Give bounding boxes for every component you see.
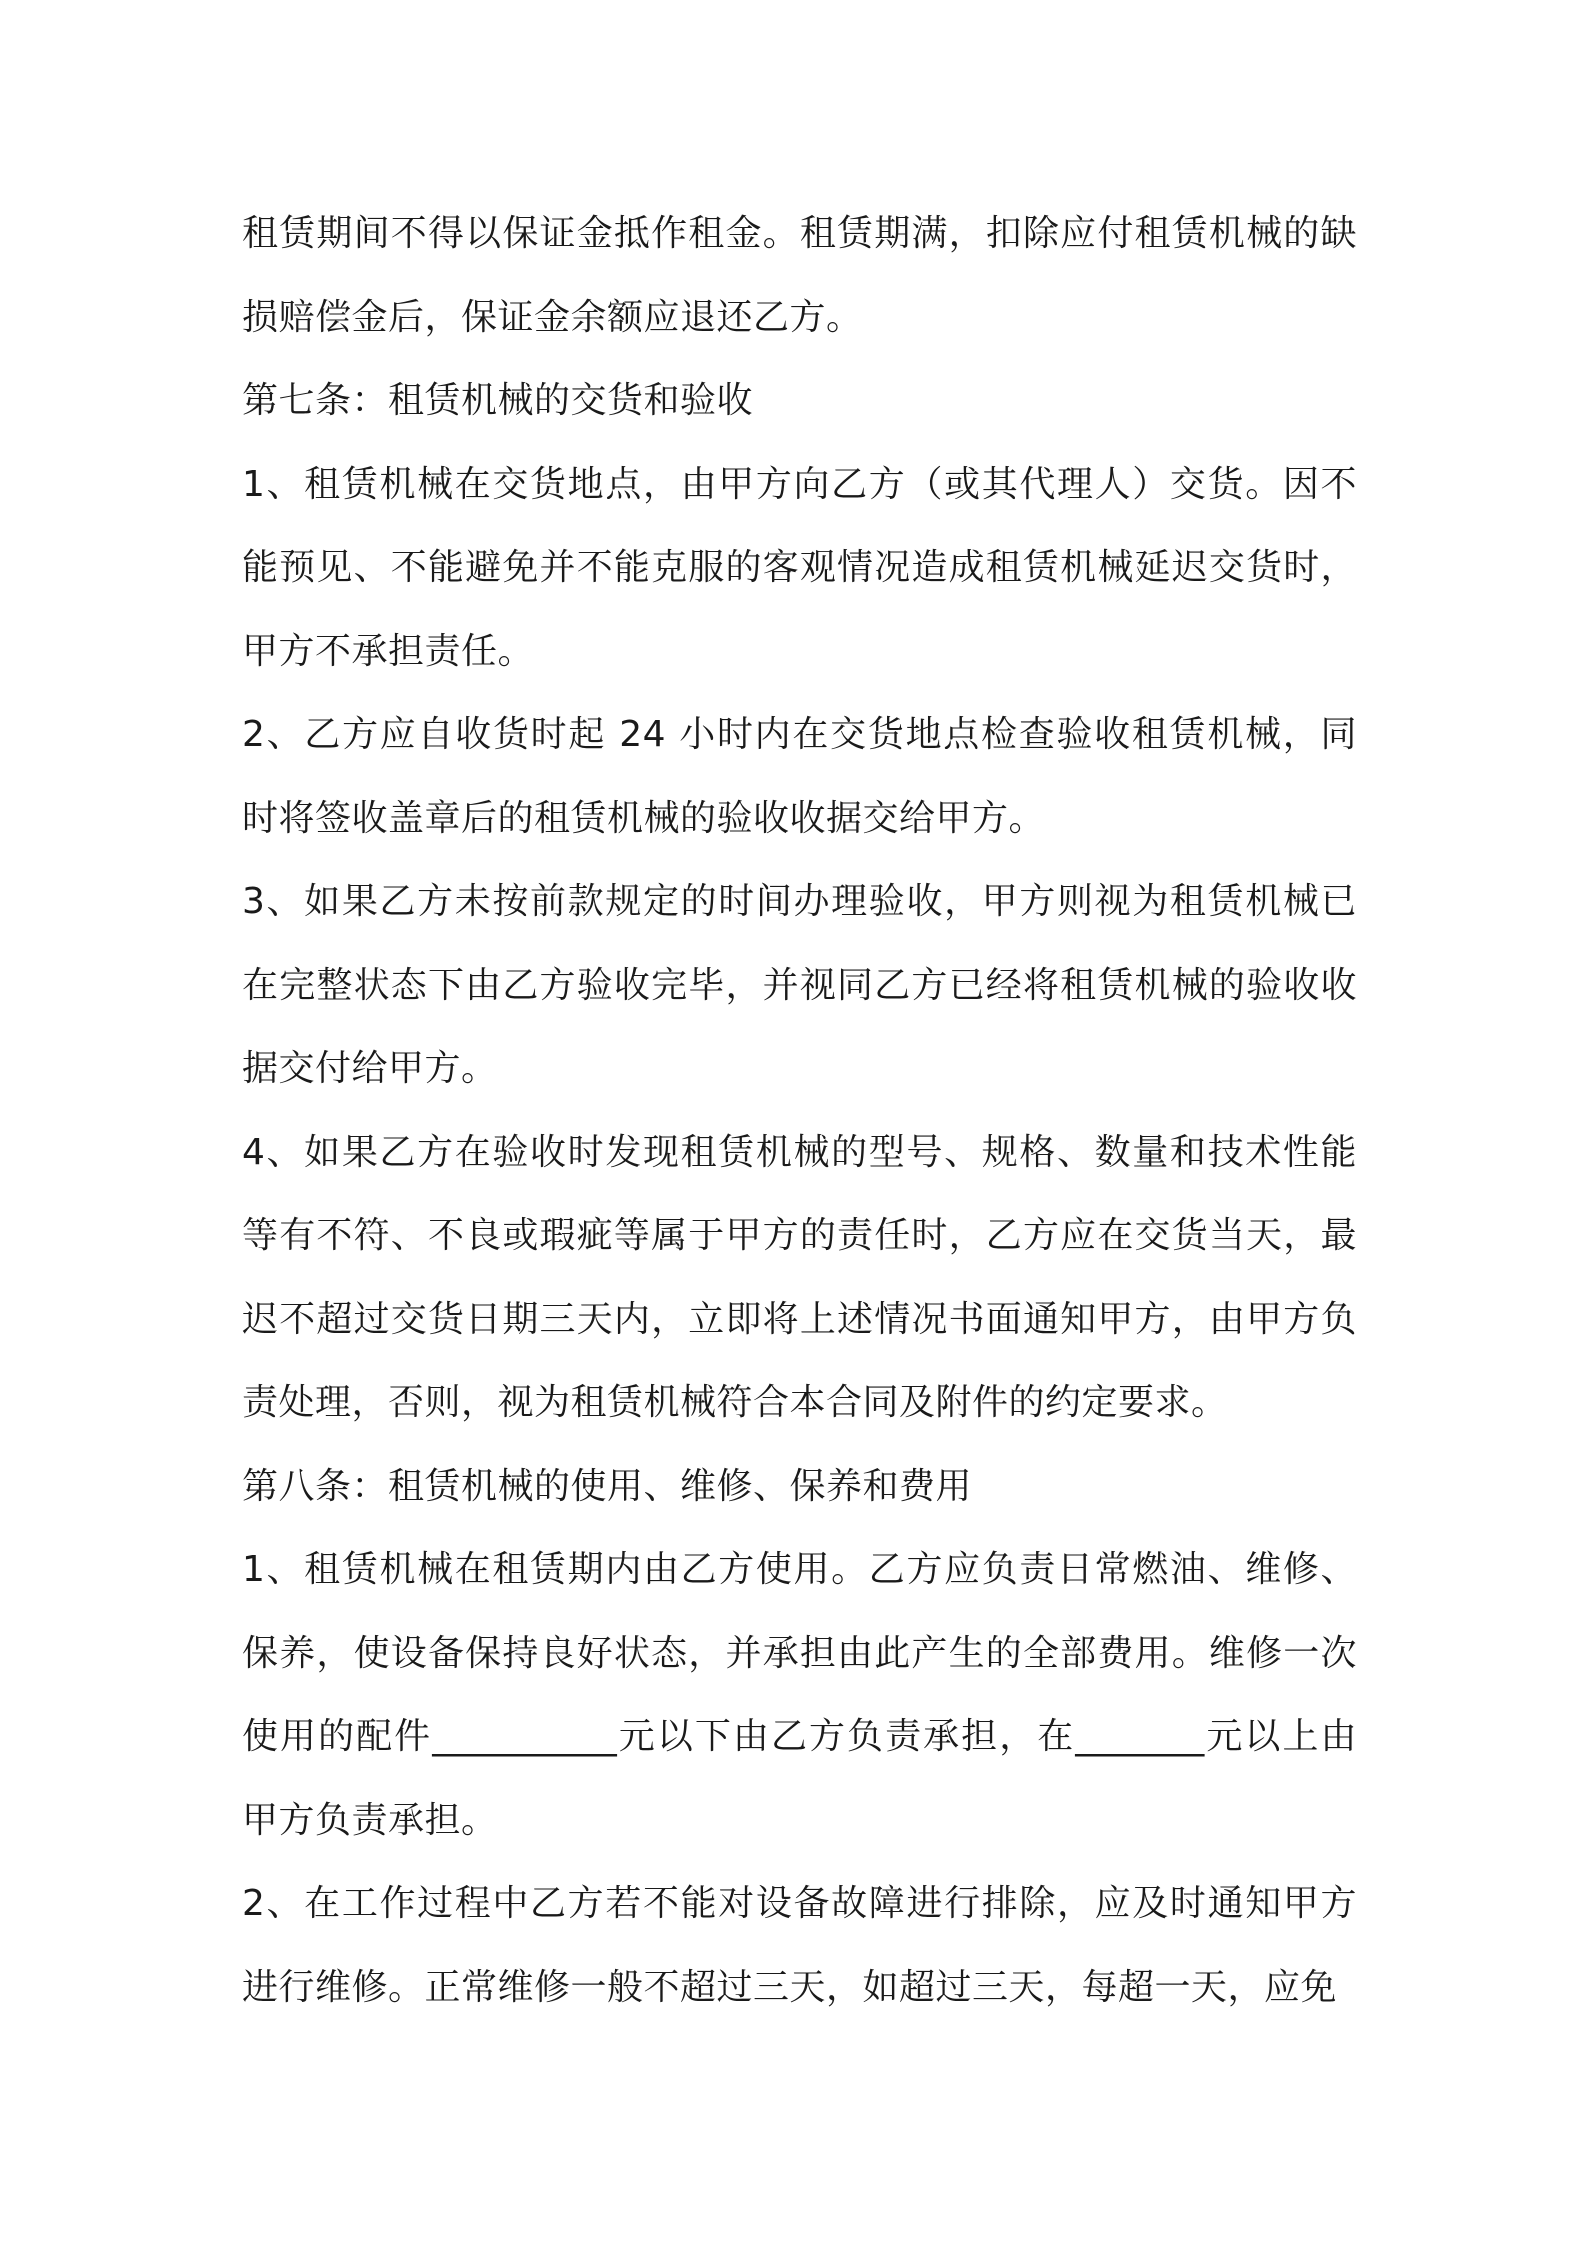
contract-body — [242, 192, 1357, 2029]
section-heading-article-8: 第八条：租赁机械的使用、维修、保养和费用 — [242, 1465, 973, 1507]
paragraph-article-7-item-3: 3、如果乙方未按前款规定的时间办理验收，甲方则视为租赁机械已在完整状态下由乙方验收完毕，并视同乙方已经将租赁机械的验收收据交付给甲方。 — [242, 881, 1357, 1089]
paragraph-article-8-item-1: 1、租赁机械在租赁期内由乙方使用。乙方应负责日常燃油、维修、保养，使设备保持良好状态，并承担由此产生的全部费用。维修一次使用的配件__________元以下由乙方负责承担，在_______元以上由甲方负责承担。 — [242, 1549, 1357, 1841]
paragraph-article-7-item-4: 4、如果乙方在验收时发现租赁机械的型号、规格、数量和技术性能等有不符、不良或瑕疵等属于甲方的责任时，乙方应在交货当天，最迟不超过交货日期三天内，立即将上述情况书面通知甲方，由甲方负责处理，否则，视为租赁机械符合本合同及附件的约定要求。 — [242, 1131, 1357, 1423]
paragraph-article-7-item-1: 1、租赁机械在交货地点，由甲方向乙方（或其代理人）交货。因不能预见、不能避免并不能克服的客观情况造成租赁机械延迟交货时，甲方不承担责任。 — [242, 463, 1357, 672]
paragraph-article-7-item-2: 2、乙方应自收货时起 24 小时内在交货地点检查验收租赁机械，同时将签收盖章后的租赁机械的验收收据交给甲方。 — [242, 714, 1357, 839]
paragraph-article-8-item-2: 2、在工作过程中乙方若不能对设备故障进行排除，应及时通知甲方进行维修。正常维修一般不超过三天，如超过三天，每超一天，应免 — [242, 1883, 1357, 2008]
paragraph-deposit-clause: 租赁期间不得以保证金抵作租金。租赁期满，扣除应付租赁机械的缺损赔偿金后，保证金余额应退还乙方。 — [242, 213, 1357, 338]
section-heading-article-7: 第七条：租赁机械的交货和验收 — [242, 380, 754, 421]
